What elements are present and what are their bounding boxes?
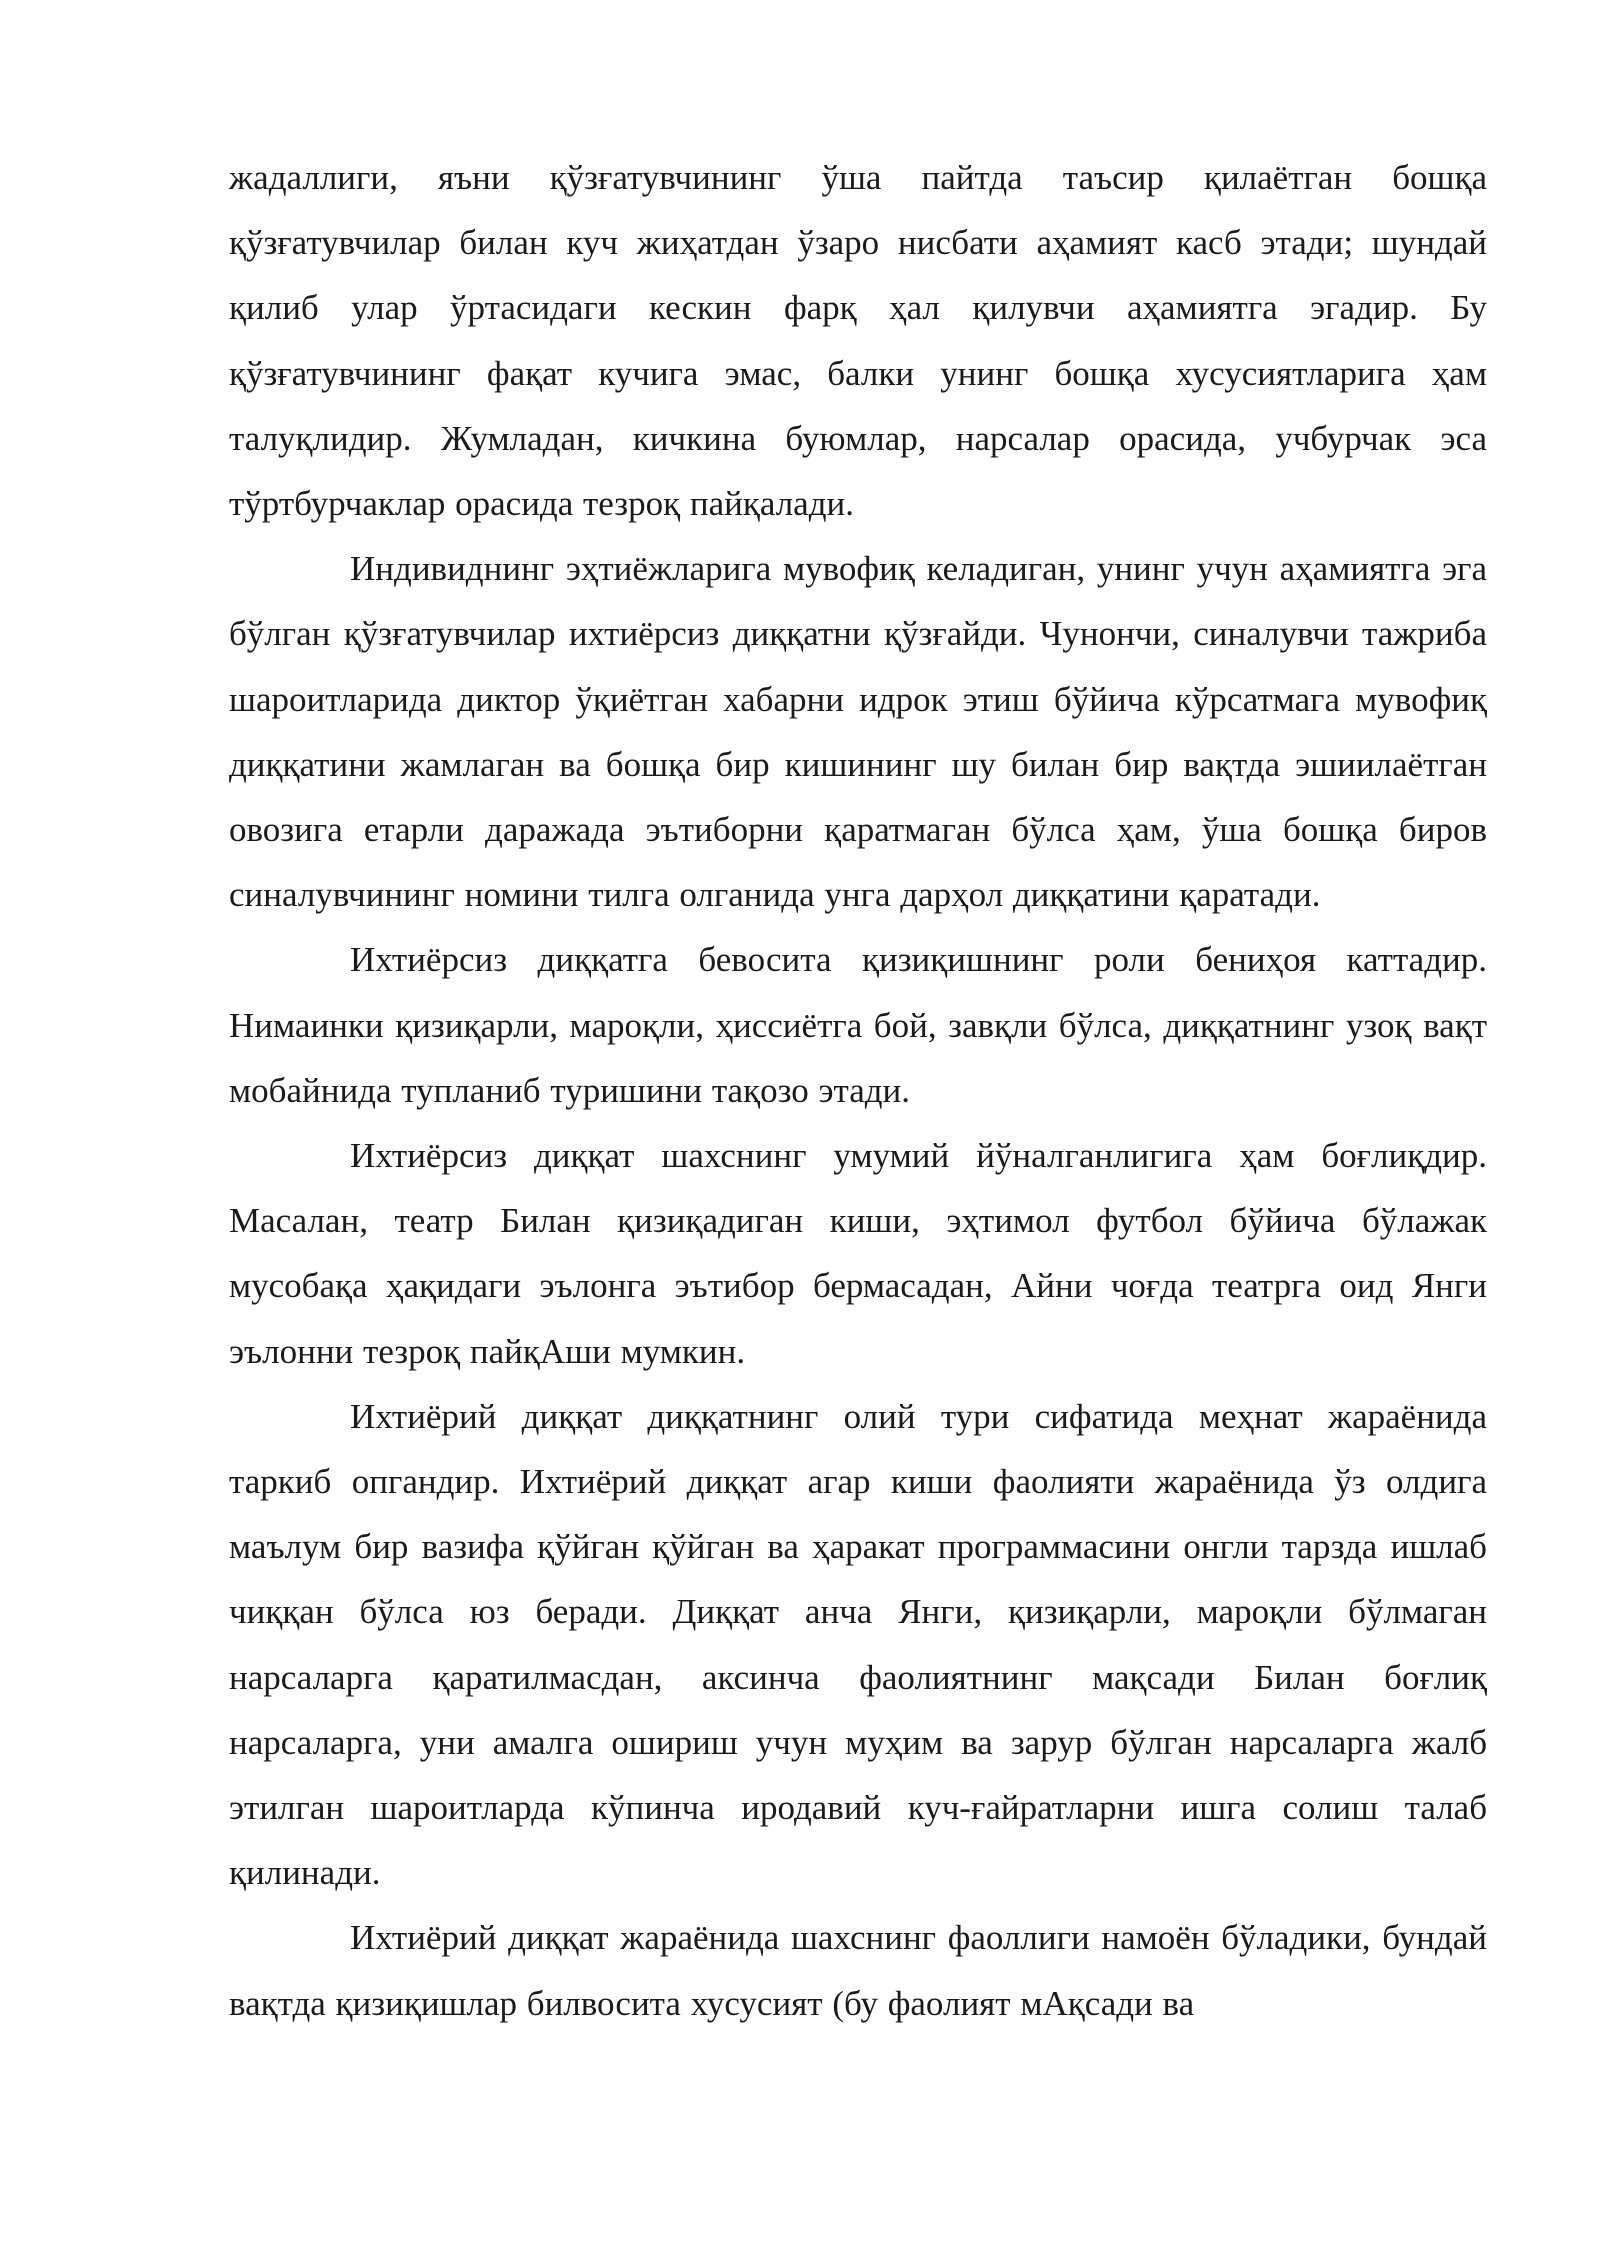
body-text xyxy=(229,145,1487,2036)
paragraph-1: жадаллиги, яъни қўзғатувчининг ўша пайтда таъсир қилаётган бошқа қўзғатувчилар билан куч жиҳатдан ўзаро нисбати аҳамият касб этади; шундай қилиб улар ўртасидаги кескин фарқ ҳал қилувчи аҳамиятга эгадир. Бу қўзғатувчининг фақат кучига эмас, балки унинг бошқа хусусиятларига ҳам талуқлидир. Жумладан, кичкина буюмлар, нарсалар орасида, учбурчак эса тўртбурчаклар орасида тезроқ пайқалади. xyxy=(229,158,1487,524)
paragraph-4: Ихтиёрсиз диққат шахснинг умумий йўналганлигига ҳам боғлиқдир. Масалан, театр Билан қизиқадиган киши, эҳтимол футбол бўйича бўлажак мусобақа ҳақидаги эълонга эътибор бермасадан, Айни чоғда театрга оид Янги эълонни тезроқ пайқАши мумкин. xyxy=(229,1136,1487,1371)
paragraph-6: Ихтиёрий диққат жараёнида шахснинг фаоллиги намоён бўладики, бундай вақтда қизиқишлар билвосита хусусият (бу фаолият мАқсади ва xyxy=(229,1918,1487,2023)
paragraph-2: Индивиднинг эҳтиёжларига мувофиқ келадиган, унинг учун аҳамиятга эга бўлган қўзғатувчилар ихтиёрсиз диққатни қўзғайди. Чунончи, синалувчи тажриба шароитларида диктор ўқиётган хабарни идрок этиш бўйича кўрсатмага мувофиқ диққатини жамлаган ва бошқа бир кишининг шу билан бир вақтда эшиилаётган овозига етарли даражада эътиборни қаратмаган бўлса ҳам, ўша бошқа биров синалувчининг номини тилга олганида унга дарҳол диққатини қаратади. xyxy=(229,549,1487,915)
paragraph-5: Ихтиёрий диққат диққатнинг олий тури сифатида меҳнат жараёнида таркиб опгандир. Ихтиёрий диққат агар киши фаолияти жараёнида ўз олдига маълум бир вазифа қўйган қўйган ва ҳаракат программасини онгли тарзда ишлаб чиққан бўлса юз беради. Диққат анча Янги, қизиқарли, мароқли бўлмаган нарсаларга қаратилмасдан, аксинча фаолиятнинг мақсади Билан боғлиқ нарсаларга, уни амалга ошириш учун муҳим ва зарур бўлган нарсаларга жалб этилган шароитларда кўпинча иродавий куч-ғайратларни ишга солиш талаб қилинади. xyxy=(229,1396,1487,1893)
paragraph-3: Ихтиёрсиз диққатга бевосита қизиқишнинг роли бениҳоя каттадир. Нимаинки қизиқарли, мароқли, ҳиссиётга бой, завқли бўлса, диққатнинг узоқ вақт мобайнида тупланиб туришини тақозо этади. xyxy=(229,940,1487,1110)
